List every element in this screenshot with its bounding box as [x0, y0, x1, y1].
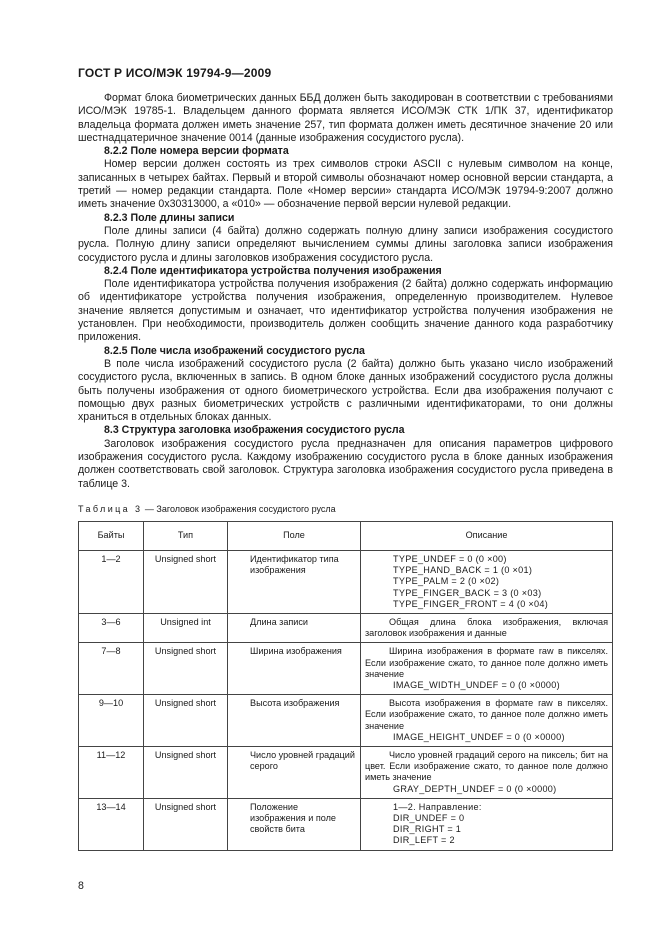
table-caption-text: — Заголовок изображения сосудистого русла	[144, 504, 336, 514]
cell-bytes: 13—14	[79, 798, 144, 850]
column-header: Поле	[228, 522, 361, 551]
field-text: Высота изображения	[250, 698, 340, 709]
cell-bytes: 11—12	[79, 747, 144, 799]
description-line: IMAGE_HEIGHT_UNDEF = 0 (0 ×0000)	[393, 731, 565, 742]
description-line: IMAGE_WIDTH_UNDEF = 0 (0 ×0000)	[393, 680, 560, 691]
paragraph: Заголовок изображения сосудистого русла предназначен для описания параметров цифрового изображения сосудистого русла. Каждому изображению сосудистого русла в блоке данных изображения должен соответствовать свой заголовок. Структура заголовка изображения сосудистого русла приведена в таблице 3.	[78, 437, 613, 490]
table-row	[79, 614, 613, 643]
table-row	[79, 747, 613, 799]
cell-field	[228, 798, 361, 850]
table-caption	[78, 504, 336, 514]
cell-description	[361, 551, 613, 614]
cell-type: Unsigned int	[144, 614, 228, 643]
table-caption-label: Таблица 3	[78, 504, 143, 514]
field-text: Длина записи	[250, 617, 309, 628]
standard-header: ГОСТ Р ИСО/МЭК 19794-9—2009	[78, 66, 272, 80]
cell-description	[361, 643, 613, 695]
description-line: Высота изображения в формате raw в пикселях. Если изображение сжато, то данное поле должно иметь значение	[365, 698, 608, 731]
description-line: Число уровней градаций серого на пиксель; бит на цвет. Если изображение сжато, то данное поле должно иметь значение	[365, 750, 608, 783]
description-line: TYPE_UNDEF = 0 (0 ×00)	[393, 554, 507, 564]
paragraph: Поле идентификатора устройства получения изображения (2 байта) должно содержать информацию об идентификаторе устройства получения изображения, определенную производителем. Нулевое значение является допустимым и означает, что идентификатор устройства получения изображения не установлен. При необходимости, производитель должен сообщить значение данного кода разработчику приложения.	[78, 278, 613, 344]
table-row	[79, 551, 613, 614]
description-line: Ширина изображения в формате raw в пикселях. Если изображение сжато, то данное поле должно иметь значение	[365, 646, 608, 679]
section-heading: 8.2.4 Поле идентификатора устройства получения изображения	[104, 264, 442, 277]
table-row	[79, 798, 613, 850]
cell-bytes: 7—8	[79, 643, 144, 695]
cell-type: Unsigned short	[144, 551, 228, 614]
table-row	[79, 643, 613, 695]
description-line: TYPE_FINGER_FRONT = 4 (0 ×04)	[393, 598, 549, 609]
field-text: Число уровней градаций серого	[250, 750, 355, 772]
description-line: Общая длина блока изображения, включая заголовок изображения и данные	[365, 617, 608, 639]
section-heading: 8.2.3 Поле длины записи	[104, 211, 235, 224]
structure-table	[78, 521, 613, 851]
field-text: Положение изображения и поле свойств бита	[250, 801, 336, 835]
cell-description	[361, 695, 613, 747]
cell-field	[228, 643, 361, 695]
section-heading: 8.3 Структура заголовка изображения сосудистого русла	[104, 424, 405, 437]
paragraph: Поле длины записи (4 байта) должно содержать полную длину записи изображения сосудистого русла. Полную длину записи определяют вычислением суммы длины заголовка записи изображения сосудистого русла и длины заголовков изображения сосудистого русла.	[78, 224, 613, 264]
column-header: Байты	[79, 522, 144, 551]
cell-description	[361, 747, 613, 799]
field-text: Идентификатор типа изображения	[250, 554, 339, 576]
column-header: Тип	[144, 522, 228, 551]
cell-bytes: 1—2	[79, 551, 144, 614]
description-line: 1—2. Направление:	[393, 801, 482, 812]
paragraph: Номер версии должен состоять из трех символов строки ASCII с нулевым символом на конце, записанных в четырех байтах. Первый и второй символы обозначают номер основной версии стандарта, а третий — номер редакции стандарта. Поле «Номер версии» стандарта ИСО/МЭК 19794-9:2007 должно иметь значение 0x30313000, а «010» — обозначение первой версии нулевой редакции.	[78, 158, 613, 211]
table-row	[79, 695, 613, 747]
description-line: GRAY_DEPTH_UNDEF = 0 (0 ×0000)	[393, 783, 557, 794]
cell-field	[228, 551, 361, 614]
table-header-row	[79, 522, 613, 551]
cell-type: Unsigned short	[144, 798, 228, 850]
cell-type: Unsigned short	[144, 643, 228, 695]
description-line: TYPE_PALM = 2 (0 ×02)	[393, 576, 500, 587]
cell-type: Unsigned short	[144, 695, 228, 747]
body-text	[78, 92, 613, 491]
cell-field	[228, 747, 361, 799]
description-line: DIR_LEFT = 2	[393, 835, 455, 846]
description-line: DIR_UNDEF = 0	[393, 813, 465, 824]
field-text: Ширина изображения	[250, 646, 342, 657]
section-heading: 8.2.5 Поле числа изображений сосудистого русла	[104, 344, 365, 357]
paragraph: Формат блока биометрических данных ББД должен быть закодирован в соответствии с требованиями ИСО/МЭК 19785-1. Владельцем данного формата является ИСО/МЭК СТК 1/ПК 37, идентификатор владельца формата должен иметь значение 257, тип формата должен иметь десятичное значение 20 или шестнадцатеричное значение 0014 (данные изображения сосудистого русла).	[78, 92, 613, 144]
column-header: Описание	[361, 522, 613, 551]
description-line: TYPE_FINGER_BACK = 3 (0 ×03)	[393, 587, 542, 598]
description-line: TYPE_HAND_BACK = 1 (0 ×01)	[393, 565, 533, 576]
description-line: DIR_RIGHT = 1	[393, 824, 462, 835]
cell-field	[228, 695, 361, 747]
section-heading: 8.2.2 Поле номера версии формата	[104, 145, 289, 158]
page-number: 8	[78, 880, 84, 892]
paragraph: В поле числа изображений сосудистого русла (2 байта) должно быть указано число изображений сосудистого русла, включенных в запись. В одном блоке данных изображений сосудистого русла должны быть получены изображения от одного биометрического устройства. Если два изображения получают с помощью двух разных биометрических устройств с различными идентификаторами, то они должны храниться в отдельных блоках данных.	[78, 357, 613, 424]
cell-description	[361, 614, 613, 643]
cell-bytes: 3—6	[79, 614, 144, 643]
cell-field	[228, 614, 361, 643]
cell-description	[361, 798, 613, 850]
cell-type: Unsigned short	[144, 747, 228, 799]
cell-bytes: 9—10	[79, 695, 144, 747]
